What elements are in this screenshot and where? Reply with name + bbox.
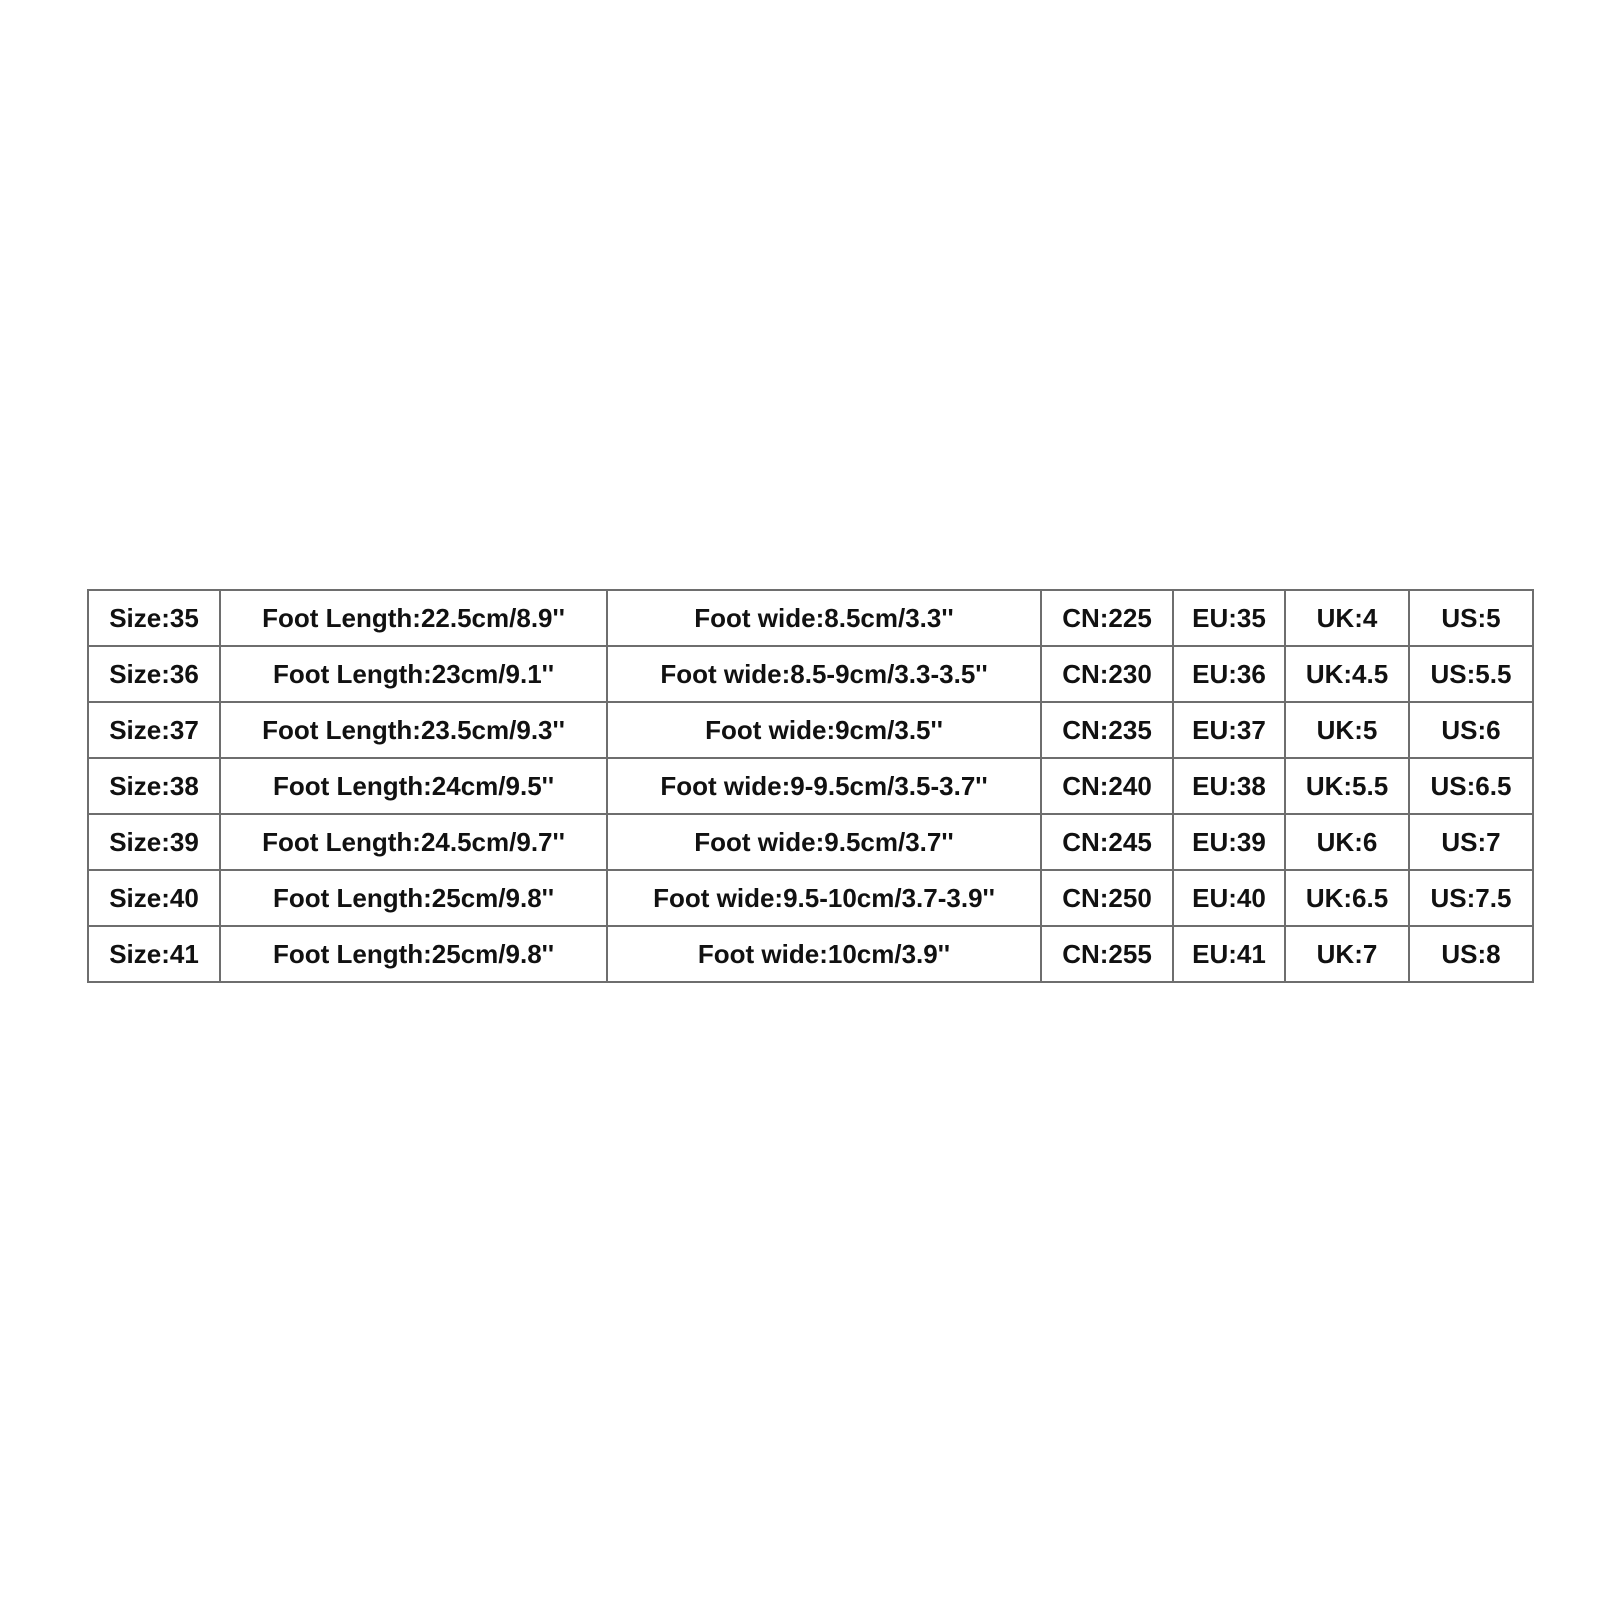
us-size-cell: US:7 — [1409, 814, 1533, 870]
cn-size-cell: CN:235 — [1041, 702, 1173, 758]
foot-wide-cell: Foot wide:9.5-10cm/3.7-3.9'' — [607, 870, 1041, 926]
eu-size-cell: EU:39 — [1173, 814, 1285, 870]
us-size-cell: US:8 — [1409, 926, 1533, 982]
foot-wide-cell: Foot wide:9.5cm/3.7'' — [607, 814, 1041, 870]
table-row — [88, 758, 1533, 814]
eu-size-cell: EU:36 — [1173, 646, 1285, 702]
size-cell: Size:37 — [88, 702, 220, 758]
cn-size-cell: CN:240 — [1041, 758, 1173, 814]
size-cell: Size:39 — [88, 814, 220, 870]
cn-size-cell: CN:250 — [1041, 870, 1173, 926]
size-cell: Size:35 — [88, 590, 220, 646]
table-row — [88, 702, 1533, 758]
cn-size-cell: CN:230 — [1041, 646, 1173, 702]
table-row — [88, 646, 1533, 702]
cn-size-cell: CN:245 — [1041, 814, 1173, 870]
uk-size-cell: UK:7 — [1285, 926, 1409, 982]
foot-length-cell: Foot Length:25cm/9.8'' — [220, 926, 607, 982]
foot-length-cell: Foot Length:22.5cm/8.9'' — [220, 590, 607, 646]
uk-size-cell: UK:4 — [1285, 590, 1409, 646]
us-size-cell: US:5.5 — [1409, 646, 1533, 702]
eu-size-cell: EU:38 — [1173, 758, 1285, 814]
uk-size-cell: UK:6 — [1285, 814, 1409, 870]
foot-wide-cell: Foot wide:8.5cm/3.3'' — [607, 590, 1041, 646]
foot-wide-cell: Foot wide:9cm/3.5'' — [607, 702, 1041, 758]
eu-size-cell: EU:35 — [1173, 590, 1285, 646]
us-size-cell: US:6 — [1409, 702, 1533, 758]
size-cell: Size:40 — [88, 870, 220, 926]
foot-wide-cell: Foot wide:9-9.5cm/3.5-3.7'' — [607, 758, 1041, 814]
foot-length-cell: Foot Length:23cm/9.1'' — [220, 646, 607, 702]
table-row — [88, 814, 1533, 870]
size-chart-table — [87, 589, 1534, 983]
us-size-cell: US:5 — [1409, 590, 1533, 646]
uk-size-cell: UK:5 — [1285, 702, 1409, 758]
size-cell: Size:38 — [88, 758, 220, 814]
size-cell: Size:41 — [88, 926, 220, 982]
eu-size-cell: EU:37 — [1173, 702, 1285, 758]
foot-length-cell: Foot Length:23.5cm/9.3'' — [220, 702, 607, 758]
uk-size-cell: UK:6.5 — [1285, 870, 1409, 926]
cn-size-cell: CN:255 — [1041, 926, 1173, 982]
uk-size-cell: UK:5.5 — [1285, 758, 1409, 814]
table-row — [88, 590, 1533, 646]
us-size-cell: US:7.5 — [1409, 870, 1533, 926]
size-cell: Size:36 — [88, 646, 220, 702]
table-row — [88, 926, 1533, 982]
foot-wide-cell: Foot wide:10cm/3.9'' — [607, 926, 1041, 982]
eu-size-cell: EU:41 — [1173, 926, 1285, 982]
cn-size-cell: CN:225 — [1041, 590, 1173, 646]
eu-size-cell: EU:40 — [1173, 870, 1285, 926]
us-size-cell: US:6.5 — [1409, 758, 1533, 814]
table-row — [88, 870, 1533, 926]
foot-length-cell: Foot Length:24.5cm/9.7'' — [220, 814, 607, 870]
foot-length-cell: Foot Length:24cm/9.5'' — [220, 758, 607, 814]
uk-size-cell: UK:4.5 — [1285, 646, 1409, 702]
foot-wide-cell: Foot wide:8.5-9cm/3.3-3.5'' — [607, 646, 1041, 702]
foot-length-cell: Foot Length:25cm/9.8'' — [220, 870, 607, 926]
